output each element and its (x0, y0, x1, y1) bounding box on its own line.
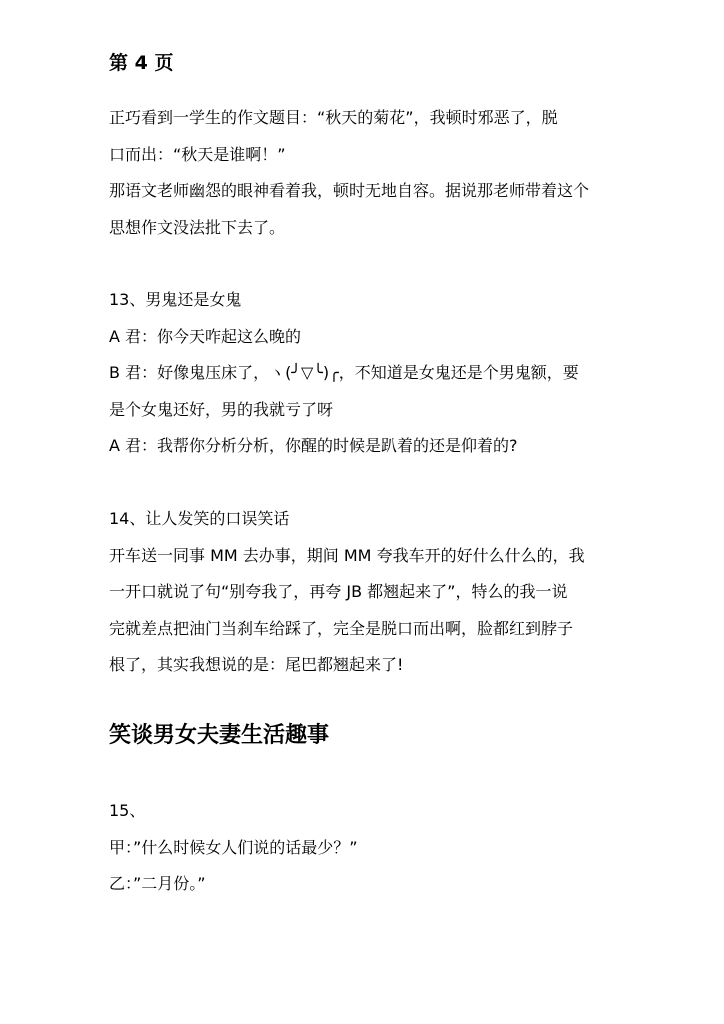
joke-title: 14、让人发笑的口误笑话 (109, 509, 290, 528)
dialogue-line: 乙：”二月份。” (109, 874, 206, 893)
paragraph-line: 开车送一同事 MM 去办事，期间 MM 夸我车开的好什么什么的，我 (109, 545, 585, 565)
dialogue-line: B 君：好像鬼压床了，ヽ(╯▽╰)╭，不知道是女鬼还是个男鬼额，要 (109, 363, 579, 382)
dialogue-line: A 君：我帮你分析分析，你醒的时候是趴着的还是仰着的? (109, 436, 518, 455)
paragraph-line: 一开口就说了句“别夸我了，再夸 JB 都翘起来了”，特么的我一说 (109, 582, 568, 601)
joke-title: 13、男鬼还是女鬼 (109, 290, 242, 309)
section-title: 笑谈男女夫妻生活趣事 (109, 723, 330, 748)
dialogue-line: 甲：”什么时候女人们说的话最少？” (109, 837, 358, 857)
dialogue-line: A 君：你今天咋起这么晚的 (109, 326, 302, 346)
dialogue-line: 是个女鬼还好，男的我就亏了呀 (109, 399, 334, 419)
story-autumn-paragraph (109, 100, 619, 246)
paragraph-line: 那语文老师幽怨的眼神看着我，顿时无地自容。据说那老师带着这个 (109, 181, 590, 200)
joke-14 (109, 501, 619, 684)
joke-title: 15、 (109, 801, 146, 820)
paragraph-line: 根了，其实我想说的是：尾巴都翘起来了! (109, 655, 404, 674)
paragraph-line: 完就差点把油门当刹车给踩了，完全是脱口而出啊，脸都红到脖子 (109, 618, 574, 638)
paragraph-line: 思想作文没法批下去了。 (109, 217, 286, 237)
paragraph-line: 口而出：“秋天是谁啊！” (109, 144, 286, 164)
joke-13 (109, 282, 619, 465)
paragraph-line: 正巧看到一学生的作文题目：“秋天的菊花”，我顿时邪恶了，脱 (109, 108, 558, 127)
page-heading: 第 4 页 (109, 52, 174, 74)
joke-15 (109, 793, 619, 903)
